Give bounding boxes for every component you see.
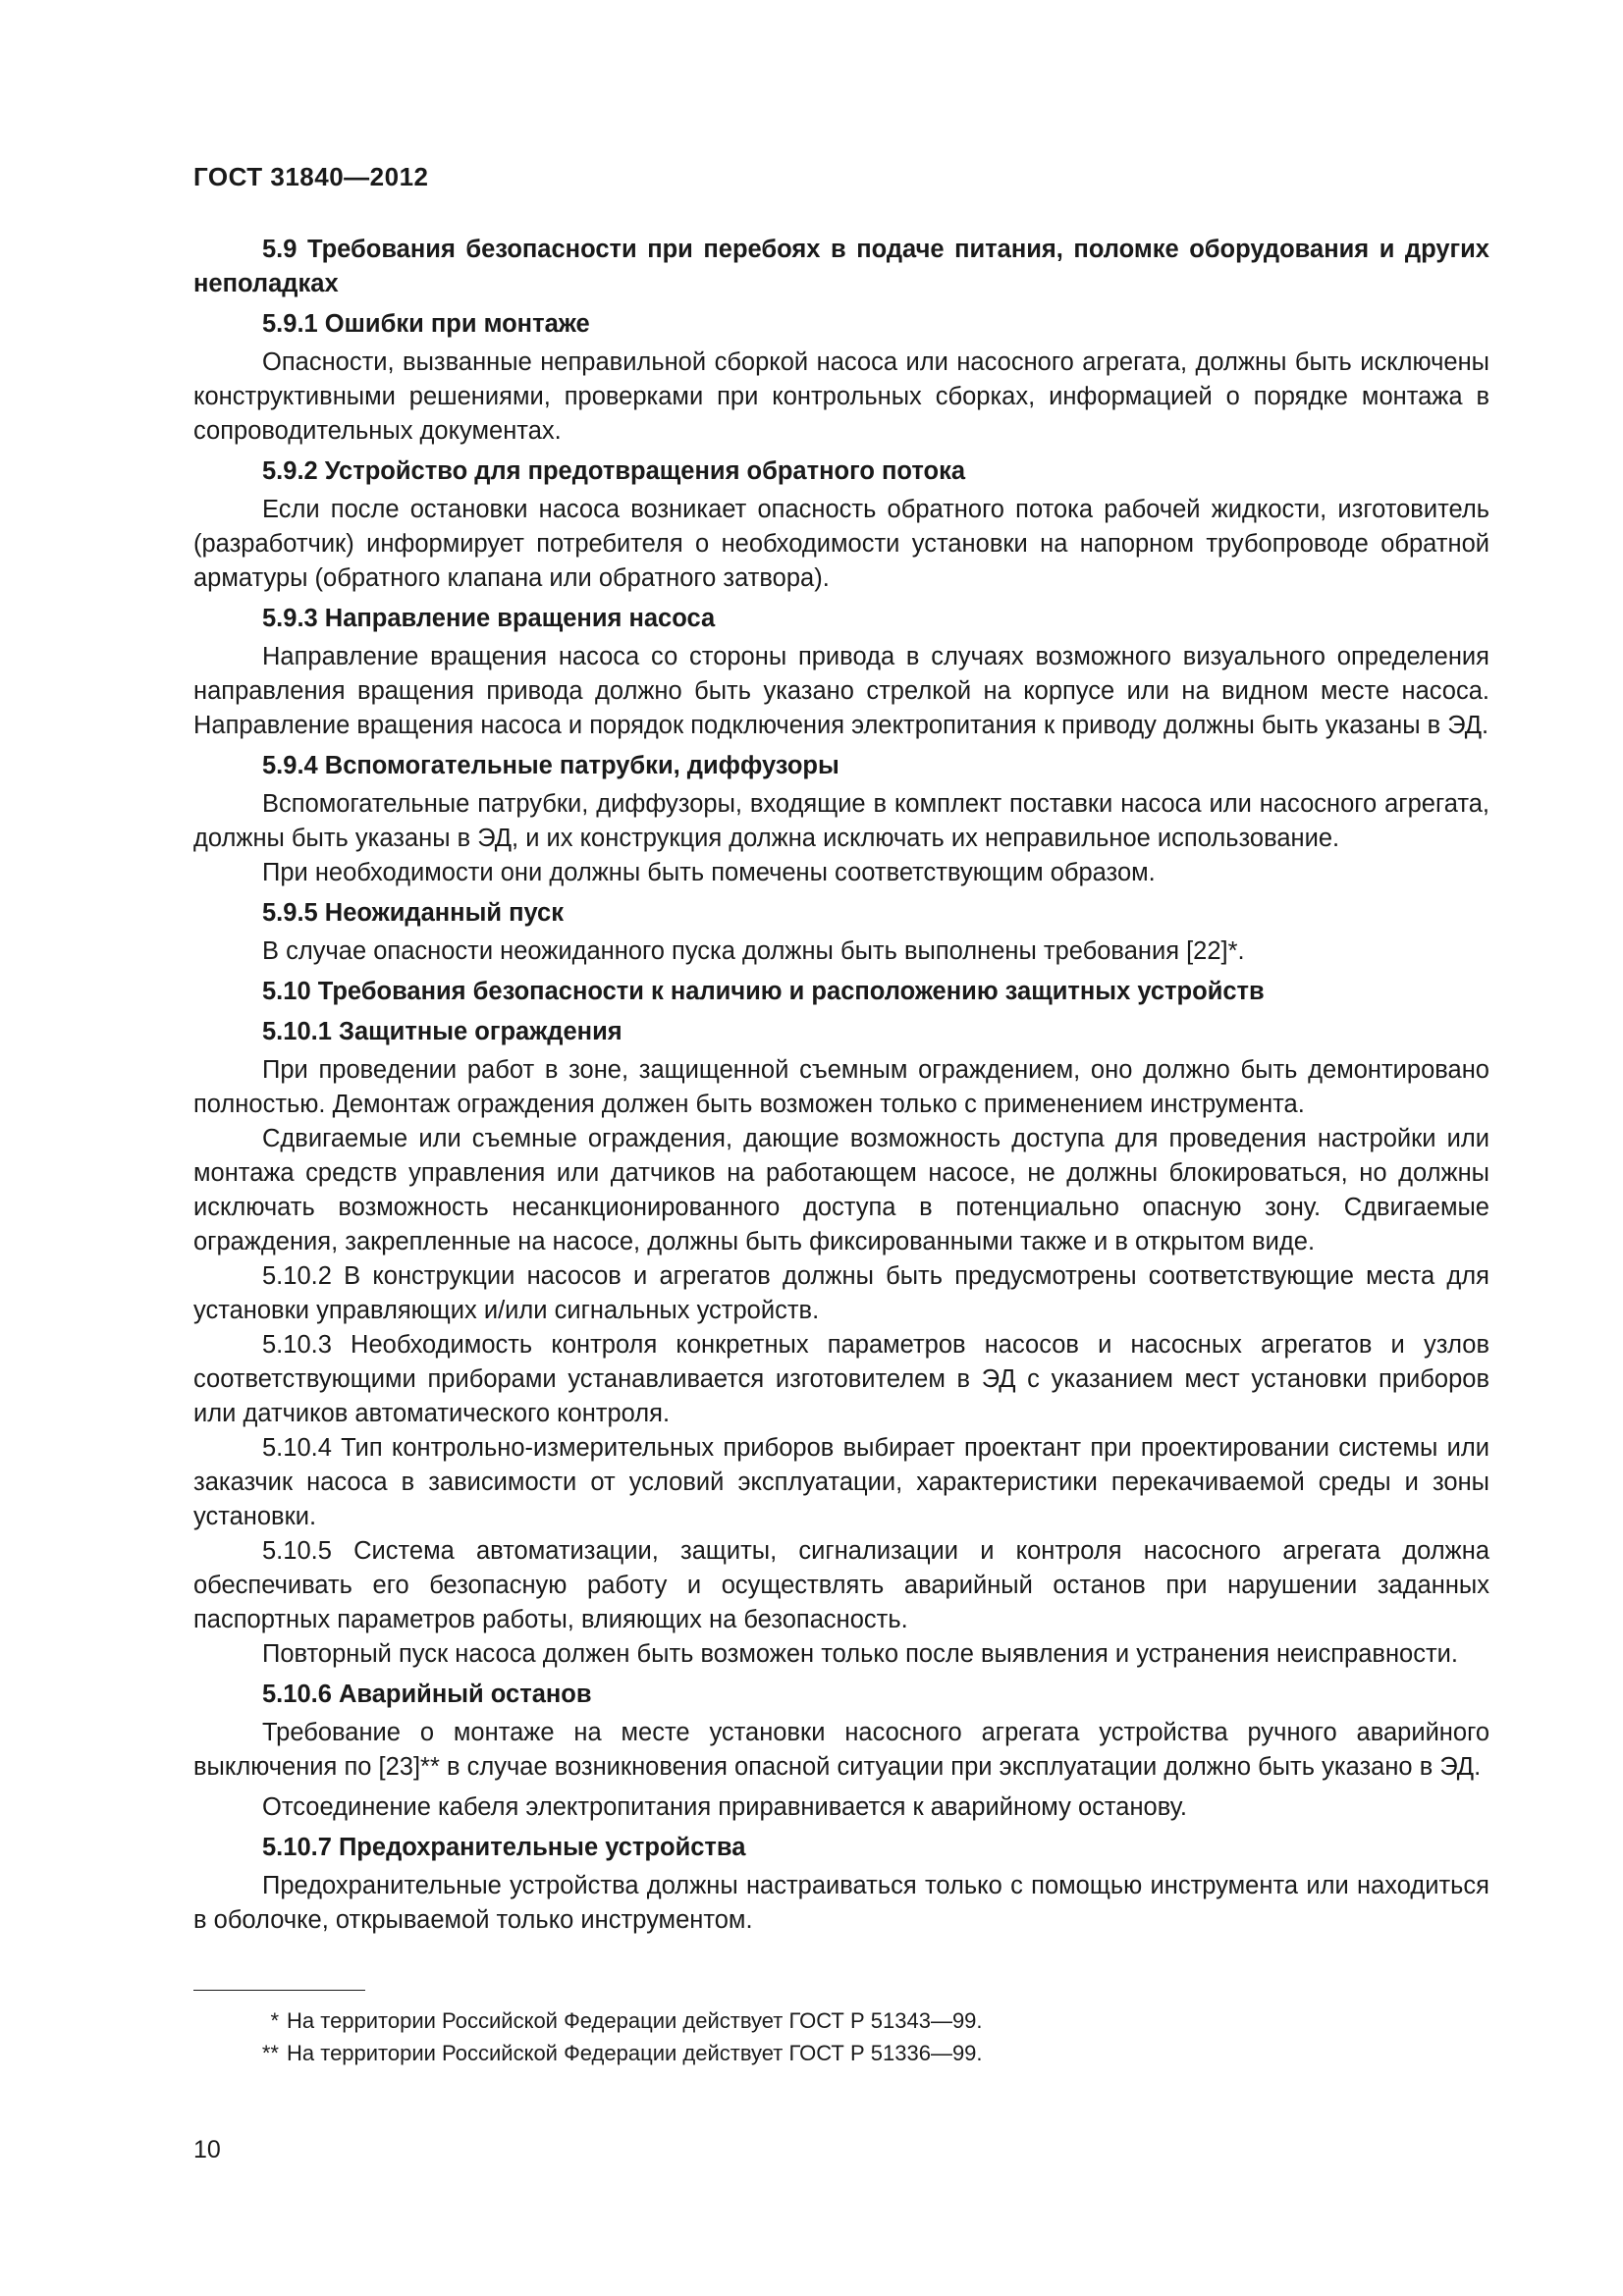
paragraph: 5.10.5 Система автоматизации, защиты, сигнализации и контроля насосного агрегата должна обеспечивать его безопасную работу и осуществлять аварийный останов при нарушении заданных паспортных параметров работы, влияющих на безопасность. bbox=[193, 1537, 1489, 1633]
footnote-2 bbox=[193, 2037, 1489, 2069]
paragraph: 5.10.4 Тип контрольно-измерительных приборов выбирает проектант при проектировании системы или заказчик насоса в зависимости от условий эксплуатации, характеристики перекачиваемой среды и зоны установки. bbox=[193, 1434, 1489, 1530]
paragraph: 5.10.3 Необходимость контроля конкретных параметров насосов и насосных агрегатов и узлов соответствующими приборами устанавливается изготовителем в ЭД с указанием мест установки приборов или датчиков автоматического контроля. bbox=[193, 1331, 1489, 1427]
paragraph: 5.10.2 В конструкции насосов и агрегатов должны быть предусмотрены соответствующие места для установки управляющих и/или сигнальных устройств. bbox=[193, 1262, 1489, 1324]
footnote-1 bbox=[193, 2004, 1489, 2037]
footnote-mark: ** bbox=[261, 2041, 279, 2065]
paragraph: Направление вращения насоса со стороны привода в случаях возможного визуального определения направления вращения привода должно быть указано стрелкой на корпусе или на видном месте насоса. Направление вращения насоса и порядок подключения электропитания к приводу должны быть указаны в ЭД. bbox=[193, 643, 1489, 739]
paragraph: Предохранительные устройства должны настраиваться только с помощью инструмента или находиться в оболочке, открываемой только инструментом. bbox=[193, 1872, 1489, 1934]
section-heading: 5.10 Требования безопасности к наличию и расположению защитных устройств bbox=[262, 978, 1265, 1005]
section-heading: 5.9.2 Устройство для предотвращения обратного потока bbox=[262, 457, 966, 485]
section-heading: 5.10.1 Защитные ограждения bbox=[262, 1018, 622, 1045]
paragraph: Вспомогательные патрубки, диффузоры, входящие в комплект поставки насоса или насосного агрегата, должны быть указаны в ЭД, и их конструкция должна исключать их неправильное использование. bbox=[193, 790, 1489, 852]
section-heading: 5.9 Требования безопасности при перебоях в подаче питания, поломке оборудования и других неполадках bbox=[193, 236, 1489, 297]
document-body bbox=[193, 233, 1489, 1938]
document-header: ГОСТ 31840—2012 bbox=[193, 162, 429, 191]
section-heading: 5.9.5 Неожиданный пуск bbox=[262, 899, 564, 927]
section-heading: 5.10.7 Предохранительные устройства bbox=[262, 1834, 746, 1861]
paragraph: При проведении работ в зоне, защищенной съемным ограждением, оно должно быть демонтировано полностью. Демонтаж ограждения должен быть возможен только с применением инструмента. bbox=[193, 1056, 1489, 1118]
page-number: 10 bbox=[193, 2136, 221, 2163]
paragraph: Повторный пуск насоса должен быть возможен только после выявления и устранения неисправности. bbox=[262, 1640, 1458, 1668]
footnotes bbox=[193, 1990, 1489, 2069]
footnote-mark: * bbox=[270, 2008, 279, 2033]
footnote-separator bbox=[193, 1990, 365, 1991]
paragraph: Требование о монтаже на месте установки насосного агрегата устройства ручного аварийного выключения по [23]** в случае возникновения опасной ситуации при эксплуатации должно быть указано в ЭД. bbox=[193, 1719, 1489, 1781]
section-heading: 5.10.6 Аварийный останов bbox=[262, 1681, 592, 1708]
footnote-text: На территории Российской Федерации действует ГОСТ Р 51343—99. bbox=[287, 2008, 983, 2033]
section-heading: 5.9.3 Направление вращения насоса bbox=[262, 605, 716, 632]
paragraph: При необходимости они должны быть помечены соответствующим образом. bbox=[262, 859, 1156, 886]
section-heading: 5.9.4 Вспомогательные патрубки, диффузоры bbox=[262, 752, 839, 779]
paragraph: Опасности, вызванные неправильной сборкой насоса или насосного агрегата, должны быть исключены конструктивными решениями, проверками при контрольных сборках, информацией о порядке монтажа в сопроводительных документах. bbox=[193, 348, 1489, 445]
paragraph: Сдвигаемые или съемные ограждения, дающие возможность доступа для проведения настройки или монтажа средств управления или датчиков на работающем насосе, не должны блокироваться, но должны исключать возможность несанкционированного доступа в потенциально опасную зону. Сдвигаемые ограждения, закрепленные на насосе, должны быть фиксированными также и в открытом виде. bbox=[193, 1125, 1489, 1255]
paragraph: В случае опасности неожиданного пуска должны быть выполнены требования [22]*. bbox=[262, 937, 1245, 965]
section-heading: 5.9.1 Ошибки при монтаже bbox=[262, 310, 590, 338]
paragraph: Если после остановки насоса возникает опасность обратного потока рабочей жидкости, изготовитель (разработчик) информирует потребителя о необходимости установки на напорном трубопроводе обратной арматуры (обратного клапана или обратного затвора). bbox=[193, 496, 1489, 592]
footnote-text: На территории Российской Федерации действует ГОСТ Р 51336—99. bbox=[287, 2041, 983, 2065]
paragraph: Отсоединение кабеля электропитания приравнивается к аварийному останову. bbox=[262, 1793, 1187, 1821]
